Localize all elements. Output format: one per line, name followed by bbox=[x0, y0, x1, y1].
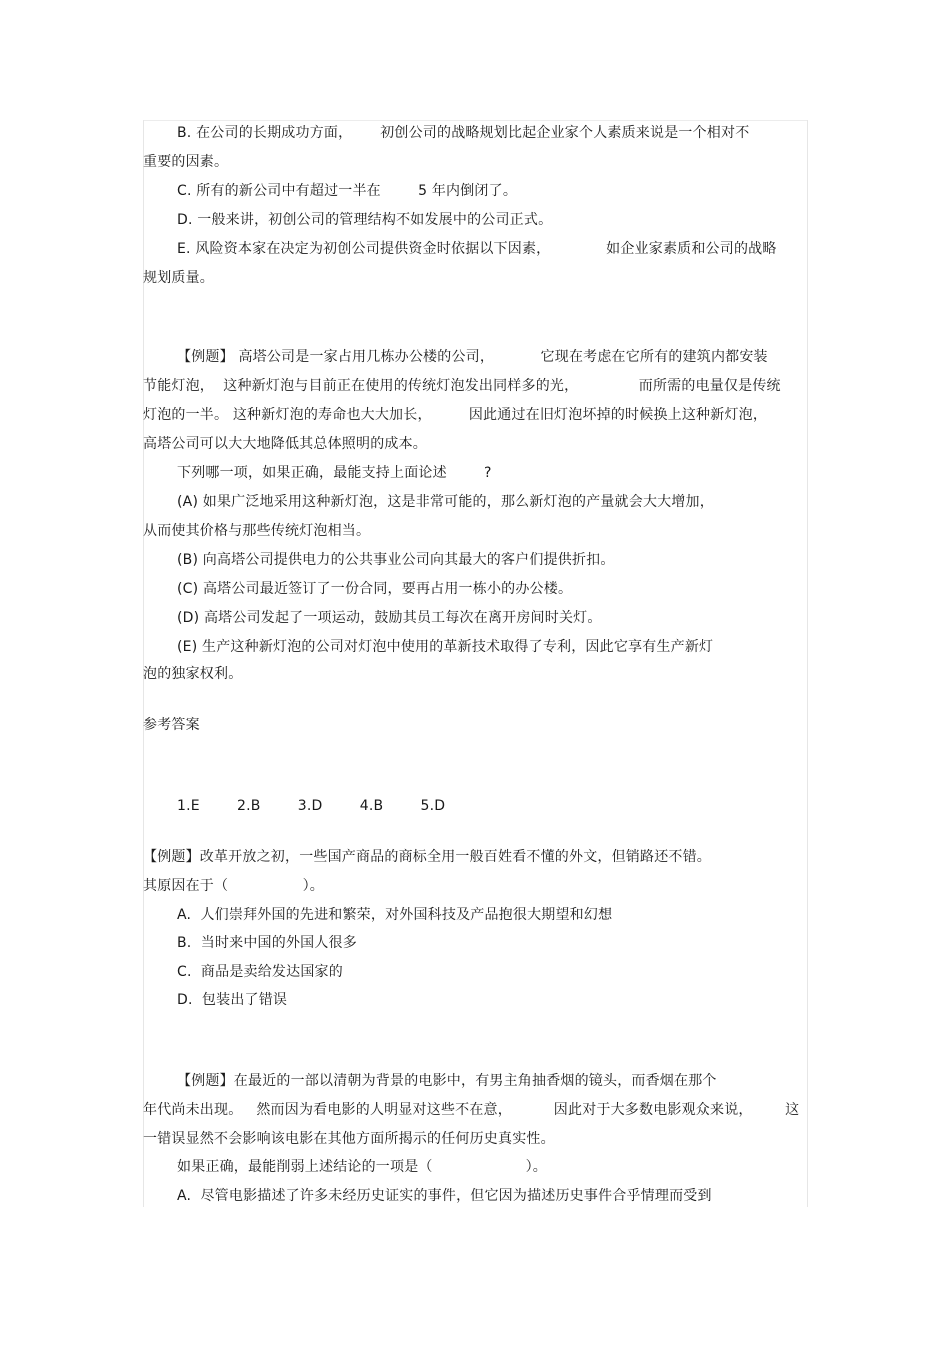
option-c-line: C. 所有的新公司中有超过一半在 5 年内倒闭了。 bbox=[177, 183, 518, 199]
answer-key-heading: 参考答案 bbox=[143, 717, 200, 733]
example-1-option-c: (C) 高塔公司最近签订了一份合同，要再占用一栋小的办公楼。 bbox=[177, 581, 573, 597]
example-1-option-a-line-1: (A) 如果广泛地采用这种新灯泡，这是非常可能的，那么新灯泡的产量就会大大增加， bbox=[177, 494, 714, 510]
answer-key-values: 1.E 2.B 3.D 4.B 5.D bbox=[177, 798, 446, 814]
page-right-border bbox=[807, 120, 808, 1207]
example-2-option-c: C. 商品是卖给发达国家的 bbox=[177, 964, 343, 980]
example-1-option-e-line-1: (E) 生产这种新灯泡的公司对灯泡中使用的革新技术取得了专利，因此它享有生产新灯 bbox=[177, 639, 714, 655]
example-2-option-b: B. 当时来中国的外国人很多 bbox=[177, 935, 357, 951]
example-1-line-3: 灯泡的一半。 这种新灯泡的寿命也大大加长， 因此通过在旧灯泡坏掉的时候换上这种新灯泡， bbox=[143, 407, 768, 423]
example-3-question: 如果正确，最能削弱上述结论的一项是（ ）。 bbox=[177, 1159, 548, 1175]
example-2-line-2: 其原因在于（ ）。 bbox=[143, 878, 325, 894]
example-1-option-b: (B) 向高塔公司提供电力的公共事业公司向其最大的客户们提供折扣。 bbox=[177, 552, 615, 568]
example-1-question: 下列哪一项，如果正确，最能支持上面论述 ? bbox=[177, 465, 492, 481]
option-d-line: D. 一般来讲，初创公司的管理结构不如发展中的公司正式。 bbox=[177, 212, 553, 228]
example-1-line-1: 【例题】 高塔公司是一家占用几栋办公楼的公司， 它现在考虑在它所有的建筑内都安装 bbox=[177, 349, 768, 365]
example-3-line-3: 一错误显然不会影响该电影在其他方面所揭示的任何历史真实性。 bbox=[143, 1131, 555, 1147]
example-2-line-1: 【例题】改革开放之初，一些国产商品的商标全用一般百姓看不懂的外文，但销路还不错。 bbox=[143, 849, 711, 865]
option-e-line-2: 规划质量。 bbox=[143, 270, 214, 286]
page-top-border bbox=[143, 120, 808, 121]
example-1-option-d: (D) 高塔公司发起了一项运动，鼓励其员工每次在离开房间时关灯。 bbox=[177, 610, 602, 626]
example-1-line-2: 节能灯泡， 这种新灯泡与目前正在使用的传统灯泡发出同样多的光， 而所需的电量仅是传统 bbox=[143, 378, 781, 394]
example-1-option-e-line-2: 泡的独家权利。 bbox=[143, 666, 243, 682]
example-3-line-2: 年代尚未出现。 然而因为看电影的人明显对这些不在意， 因此对于大多数电影观众来说， 这 bbox=[143, 1102, 800, 1118]
option-b-line-2: 重要的因素。 bbox=[143, 154, 229, 170]
example-1-option-a-line-2: 从而使其价格与那些传统灯泡相当。 bbox=[143, 523, 371, 539]
example-2-option-a: A. 人们崇拜外国的先进和繁荣，对外国科技及产品抱很大期望和幻想 bbox=[177, 907, 613, 923]
example-3-line-1: 【例题】在最近的一部以清朝为背景的电影中，有男主角抽香烟的镜头，而香烟在那个 bbox=[177, 1073, 717, 1089]
example-1-line-4: 高塔公司可以大大地降低其总体照明的成本。 bbox=[143, 436, 427, 452]
option-e-line-1: E. 风险资本家在决定为初创公司提供资金时依据以下因素， 如企业家素质和公司的战略 bbox=[177, 241, 777, 257]
example-3-option-a: A. 尽管电影描述了许多未经历史证实的事件，但它因为描述历史事件合乎情理而受到 bbox=[177, 1188, 712, 1204]
example-2-option-d: D. 包装出了错误 bbox=[177, 992, 288, 1008]
option-b-line-1: B. 在公司的长期成功方面， 初创公司的战略规划比起企业家个人素质来说是一个相对不 bbox=[177, 125, 750, 141]
